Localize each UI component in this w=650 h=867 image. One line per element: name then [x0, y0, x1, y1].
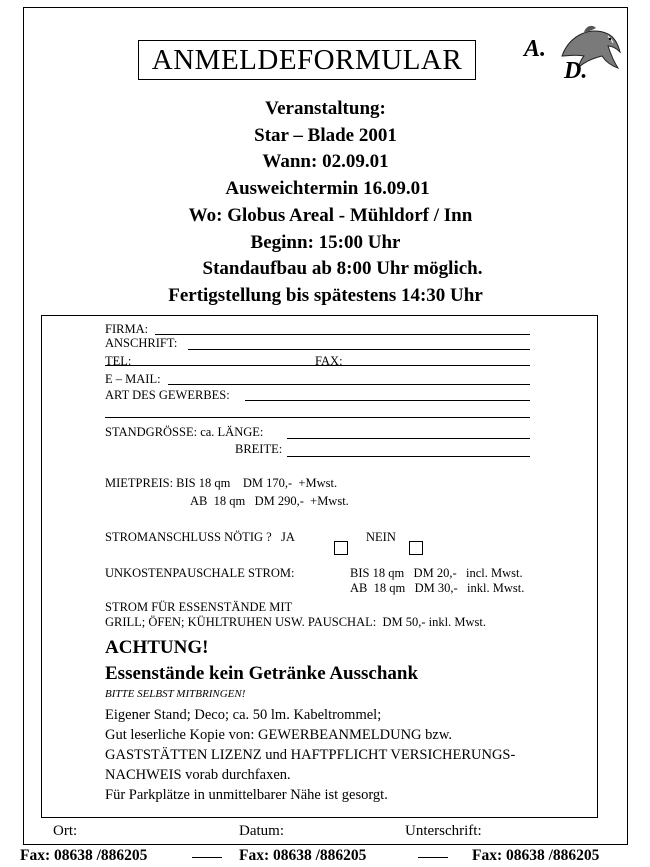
note-line-2: Gut leserliche Kopie von: GEWERBEANMELDUNG bzw.	[105, 727, 452, 743]
mietpreis-line-2: AB 18 qm DM 290,- +Mwst.	[190, 494, 349, 508]
unkosten-label: UNKOSTENPAUSCHALE STROM:	[105, 566, 295, 580]
registration-form	[41, 315, 598, 818]
unkosten-line-1: BIS 18 qm DM 20,- incl. Mwst.	[350, 566, 523, 580]
footer-dash-1	[192, 857, 222, 858]
tel-label: TEL:	[105, 354, 132, 368]
note-line-4: NACHWEIS vorab durchfaxen.	[105, 767, 291, 783]
event-finish: Fertigstellung bis spätestens 14:30 Uhr	[168, 284, 483, 306]
gewerbe-field-2[interactable]	[105, 417, 530, 418]
standgroesse-label: STANDGRÖSSE: ca. LÄNGE:	[105, 425, 264, 439]
breite-field[interactable]	[287, 456, 530, 457]
event-location: Wo: Globus Areal - Mühldorf / Inn	[188, 204, 473, 226]
unkosten-line-2: AB 18 qm DM 30,- inkl. Mwst.	[350, 581, 525, 595]
nein-checkbox[interactable]	[409, 541, 423, 555]
mietpreis-line-1: MIETPREIS: BIS 18 qm DM 170,- +Mwst.	[105, 476, 338, 490]
footer-dash-2	[418, 857, 448, 858]
firma-field[interactable]	[155, 334, 530, 335]
event-setup: Standaufbau ab 8:00 Uhr möglich.	[202, 258, 483, 280]
essen-strom-line-2: GRILL; ÖFEN; KÜHLTRUHEN USW. PAUSCHAL: DM 50,- inkl. Mwst.	[105, 615, 486, 629]
event-name: Star – Blade 2001	[254, 124, 397, 146]
essen-strom-line-1: STROM FÜR ESSENSTÄNDE MIT	[105, 600, 293, 614]
note-line-3: GASTSTÄTTEN LIZENZ und HAFTPFLICHT VERSICHERUNGS-	[105, 747, 516, 763]
bitte-mitbringen: BITTE SELBST MITBRINGEN!	[105, 688, 246, 700]
gewerbe-label: ART DES GEWERBES:	[105, 388, 230, 402]
event-date: Wann: 02.09.01	[262, 151, 389, 173]
event-alt-date: Ausweichtermin 16.09.01	[225, 178, 430, 200]
unterschrift-label: Unterschrift:	[405, 823, 482, 839]
nein-label: NEIN	[366, 530, 396, 544]
datum-label: Datum:	[239, 823, 284, 839]
email-field[interactable]	[168, 384, 530, 385]
event-start: Beginn: 15:00 Uhr	[250, 231, 401, 253]
logo-letter-a: A.	[524, 36, 547, 62]
note-line-1: Eigener Stand; Deco; ca. 50 lm. Kabeltrommel;	[105, 707, 382, 723]
logo-letter-d: D.	[564, 58, 588, 84]
gewerbe-field[interactable]	[245, 400, 530, 401]
fax-footer-2: Fax: 08638 /886205	[239, 847, 367, 864]
strom-question: STROMANSCHLUSS NÖTIG ? JA	[105, 530, 295, 544]
achtung-heading: ACHTUNG!	[105, 637, 209, 658]
essenstaende-heading: Essenstände kein Getränke Ausschank	[105, 663, 419, 684]
email-label: E – MAIL:	[105, 372, 161, 386]
form-title: ANMELDEFORMULAR	[138, 40, 476, 80]
laenge-field[interactable]	[287, 438, 530, 439]
event-info	[23, 96, 628, 310]
fax-field[interactable]	[348, 365, 530, 366]
event-label: Veranstaltung:	[265, 98, 386, 119]
ja-checkbox[interactable]	[334, 541, 348, 555]
logo	[522, 22, 622, 88]
breite-label: BREITE:	[235, 442, 283, 456]
fax-label: FAX:	[315, 354, 343, 368]
anschrift-label: ANSCHRIFT:	[105, 336, 178, 350]
ort-label: Ort:	[53, 823, 78, 839]
notes	[105, 705, 515, 805]
anschrift-field[interactable]	[188, 349, 530, 350]
fax-footer-1: Fax: 08638 /886205	[20, 847, 148, 864]
firma-label: FIRMA:	[105, 322, 149, 336]
fax-footer-3: Fax: 08638 /886205	[472, 847, 600, 864]
note-line-5: Für Parkplätze in unmittelbarer Nähe ist gesorgt.	[105, 787, 388, 803]
